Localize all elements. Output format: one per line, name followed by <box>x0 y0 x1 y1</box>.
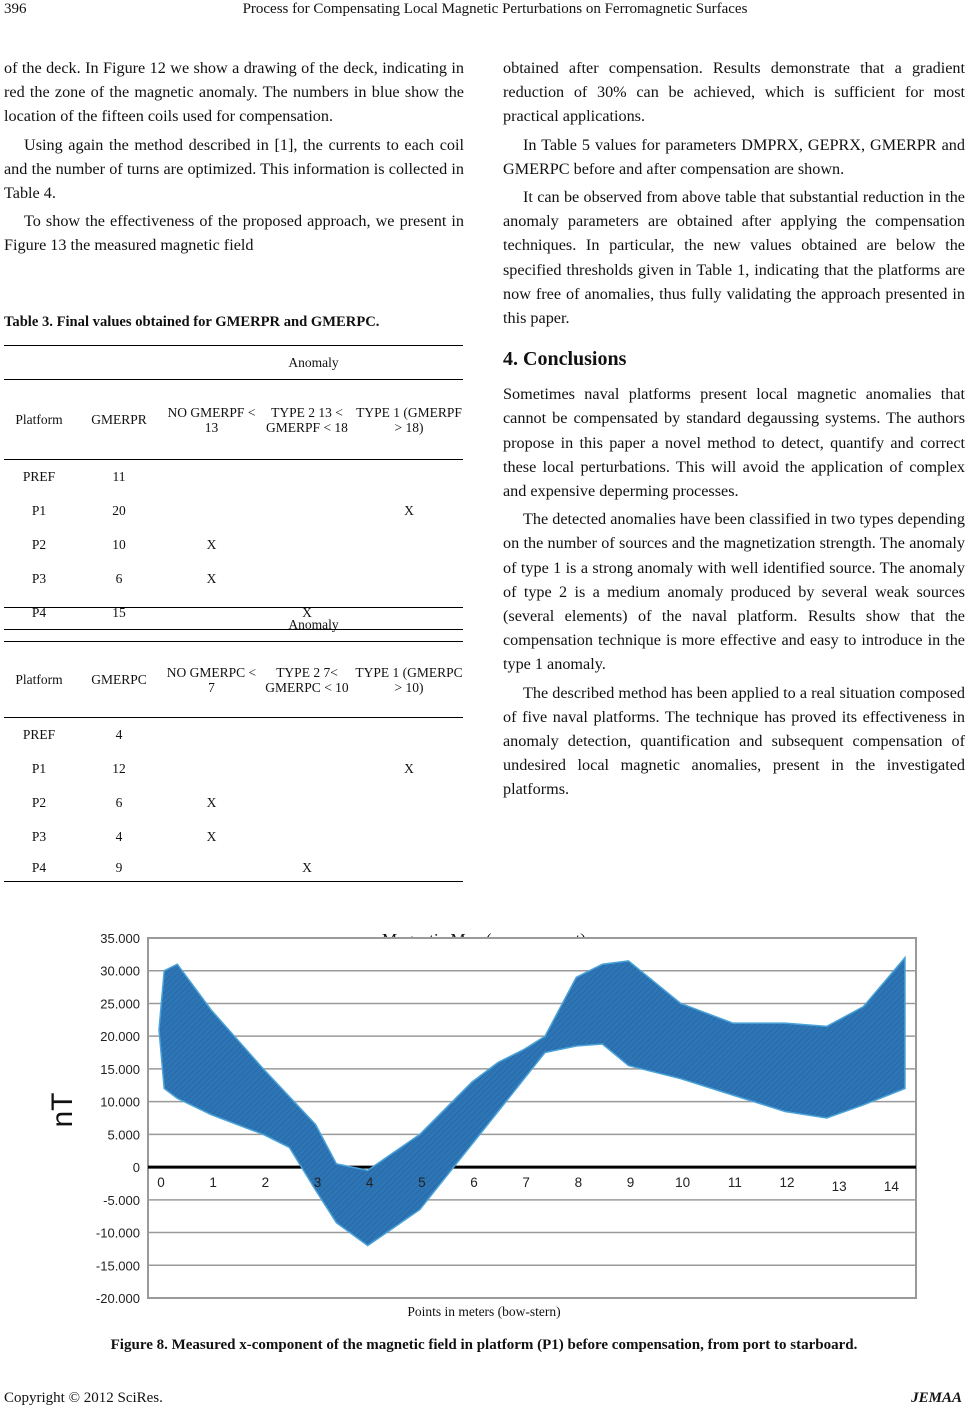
table-cell-t1 <box>355 562 463 596</box>
table-3-gmerpc <box>4 607 463 882</box>
table-row <box>4 460 463 494</box>
table-caption: Table 3. Final values obtained for GMERPR and GMERPC. <box>4 314 380 330</box>
table-cell-t2 <box>259 460 355 494</box>
table-cell-t1 <box>355 854 463 882</box>
y-tick-label: -15.000 <box>95 1258 140 1274</box>
header-metric: GMERPR <box>74 380 164 460</box>
x-tick-label: 8 <box>574 1175 583 1191</box>
right-column <box>503 56 965 802</box>
left-paragraph-1: of the deck. In Figure 12 we show a drawing of the deck, indicating in red the zone of the magnetic anomaly. The numbers in blue show the location of the fifteen coils used for compensation. <box>4 59 464 126</box>
table-cell-value: 15 <box>74 596 164 630</box>
table-cell-value: 6 <box>115 571 123 586</box>
y-tick-label: 15.000 <box>100 1061 140 1077</box>
table-cell-no <box>164 854 259 882</box>
table-cell-no: X <box>206 795 217 810</box>
y-tick-label: 10.000 <box>100 1094 140 1110</box>
table-cell-platform: PREF <box>22 469 56 485</box>
x-tick-label: 13 <box>831 1179 847 1195</box>
header-type1: TYPE 1 (GMERPC > 10) <box>355 642 463 718</box>
table-cell-platform: P4 <box>4 854 74 882</box>
table-cell-platform: PREF <box>22 727 56 743</box>
table-cell-platform: P3 <box>31 829 47 844</box>
table-row <box>4 528 463 562</box>
left-paragraph-2: Using again the method described in [1], the currents to each coil and the number of turns are optimized. This information is collected in Table 4. <box>4 135 464 203</box>
header-type2: TYPE 2 7< GMERPC < 10 <box>259 642 355 718</box>
table-cell-no: X <box>206 571 217 586</box>
table-cell-no <box>164 460 259 494</box>
table-cell-platform: P3 <box>31 571 47 586</box>
table-cell-no: X <box>206 537 217 552</box>
figure-caption: Figure 8. Measured x-component of the magnetic field in platform (P1) before compensation, from port to starboard. <box>110 1337 858 1353</box>
group-label: Anomaly <box>164 346 463 380</box>
table-cell-platform: P2 <box>31 537 47 552</box>
table-cell-platform: P1 <box>31 503 47 518</box>
x-tick-label: 6 <box>470 1175 478 1191</box>
table-3-gmerpr <box>4 345 463 630</box>
table-cell-t1: X <box>404 761 414 776</box>
y-tick-label: 35.000 <box>100 931 140 946</box>
x-tick-label: 3 <box>313 1175 322 1191</box>
header-type1: TYPE 1 (GMERPF > 18) <box>355 380 463 460</box>
table-cell-t1 <box>355 460 463 494</box>
table-cell-t2 <box>259 820 355 854</box>
table-cell-t1 <box>355 786 463 820</box>
journal-name: JEMAA <box>911 1390 962 1406</box>
y-tick-label: 20.000 <box>100 1029 140 1045</box>
left-paragraph-3: To show the effectiveness of the proposed approach, we present in Figure 13 the measured magnetic field <box>4 212 464 255</box>
table-cell-t2: X <box>259 854 355 882</box>
table-cell-t1 <box>355 820 463 854</box>
table-row <box>4 820 463 854</box>
table-cell-t2 <box>259 528 355 562</box>
table-cell-t2 <box>259 494 355 528</box>
y-tick-label: 5.000 <box>107 1127 140 1143</box>
y-tick-label: 30.000 <box>100 963 140 979</box>
table-cell-no: X <box>206 829 217 844</box>
table-cell-t1: X <box>404 503 414 518</box>
header-platform: Platform <box>4 642 74 718</box>
x-tick-label: 11 <box>727 1175 742 1191</box>
y-tick-label: 25.000 <box>100 996 140 1012</box>
header-metric: GMERPC <box>74 642 164 718</box>
table-row <box>4 562 463 596</box>
chart-container <box>40 930 930 1305</box>
header-type2: TYPE 2 13 < GMERPF < 18 <box>259 380 355 460</box>
table-cell-t1 <box>355 528 463 562</box>
table-row <box>4 786 463 820</box>
table-cell-t2 <box>259 752 355 786</box>
x-tick-label: 1 <box>209 1175 217 1191</box>
table-row <box>4 718 463 752</box>
table-row <box>4 854 463 882</box>
x-tick-label: 14 <box>883 1179 899 1195</box>
right-paragraph-1: obtained after compensation. Results demonstrate that a gradient reduction of 30% can be achieved, which is sufficient for most practical applications. <box>503 59 965 126</box>
table-cell-platform: P4 <box>4 596 74 630</box>
table-cell-no <box>164 718 259 752</box>
y-tick-label: -20.000 <box>95 1291 140 1305</box>
right-paragraph-6: The described method has been applied to a real situation composed of five naval platforms. The technique has proved its effectiveness in anomaly detection, quantification and subsequent compensation of undesired local magnetic anomalies, present in the investigated platforms. <box>503 683 965 799</box>
page-number: 396 <box>4 1 27 17</box>
right-paragraph-2: In Table 5 values for parameters DMPRX, GEPRX, GMERPR and GMERPC before and after compensation are shown. <box>503 135 965 178</box>
header-no: NO GMERPC < 7 <box>164 642 259 718</box>
right-paragraph-3: It can be observed from above table that substantial reduction in the anomaly parameters are obtained after applying the compensation techniques. In particular, the new values obtained are below the specified thresholds given in Table 1, indicating that the platforms are now free of anomalies, thus fully validating the approach presented in this paper. <box>503 188 965 328</box>
table-cell-platform: P2 <box>31 795 47 810</box>
x-tick-label: 7 <box>522 1175 530 1191</box>
header-platform: Platform <box>4 380 74 460</box>
table-cell-value: 12 <box>112 761 126 776</box>
right-paragraph-5: The detected anomalies have been classified in two types depending on the number of sources and the magnetization strength. The anomaly of type 1 is a strong anomaly with well identified source. The anomaly of type 2 is a medium anomaly produced by several weak sources (several elements) of the naval platform. Results show that the compensation technique is more effective and easy to introduce in the type 1 anomaly. <box>503 510 965 674</box>
x-axis-label: Points in meters (bow-stern) <box>407 1304 561 1319</box>
table-cell-no <box>164 752 259 786</box>
table-cell-t1 <box>355 718 463 752</box>
x-tick-label: 0 <box>157 1175 165 1191</box>
table-cell-value: 10 <box>112 537 126 552</box>
y-tick-label: -10.000 <box>95 1225 140 1241</box>
table-cell-value: 11 <box>112 469 126 485</box>
table-cell-value: 4 <box>115 829 123 844</box>
section-heading: 4. Conclusions <box>503 348 627 371</box>
group-label: Anomaly <box>164 608 463 642</box>
x-tick-label: 2 <box>261 1175 270 1191</box>
table-cell-platform: P1 <box>31 761 47 776</box>
y-tick-label: -5.000 <box>103 1192 140 1208</box>
x-tick-label: 5 <box>418 1175 426 1191</box>
running-title: Process for Compensating Local Magnetic Perturbations on Ferromagnetic Surfaces <box>242 1 748 17</box>
table-cell-t2 <box>259 718 355 752</box>
magnetic-map-chart <box>40 930 930 1305</box>
y-tick-label: 0 <box>132 1160 140 1176</box>
table-cell-value: 20 <box>112 503 126 518</box>
right-paragraph-4: Sometimes naval platforms present local magnetic anomalies that cannot be compensated by standard degaussing systems. The authors propose in this paper a novel method to detect, quantify and correct these local perturbations. This will avoid the application of complex and expensive deperming processes. <box>503 385 965 501</box>
x-tick-label: 10 <box>675 1175 691 1191</box>
table-cell-t2 <box>259 562 355 596</box>
table-cell-no <box>164 494 259 528</box>
copyright: Copyright © 2012 SciRes. <box>4 1390 163 1406</box>
table-cell-value: 9 <box>74 854 164 882</box>
table-row <box>4 752 463 786</box>
x-tick-label: 4 <box>365 1175 374 1191</box>
table-cell-t2: X <box>259 596 355 630</box>
table-row <box>4 494 463 528</box>
table-cell-t2 <box>259 786 355 820</box>
x-tick-label: 12 <box>779 1175 795 1191</box>
x-tick-label: 9 <box>626 1175 635 1191</box>
table-cell-value: 6 <box>115 795 123 810</box>
y-axis-label: nT <box>46 1092 79 1128</box>
header-no: NO GMERPF < 13 <box>164 380 259 460</box>
left-column <box>4 56 464 258</box>
page-header <box>0 0 968 28</box>
table-cell-value: 4 <box>115 727 123 743</box>
